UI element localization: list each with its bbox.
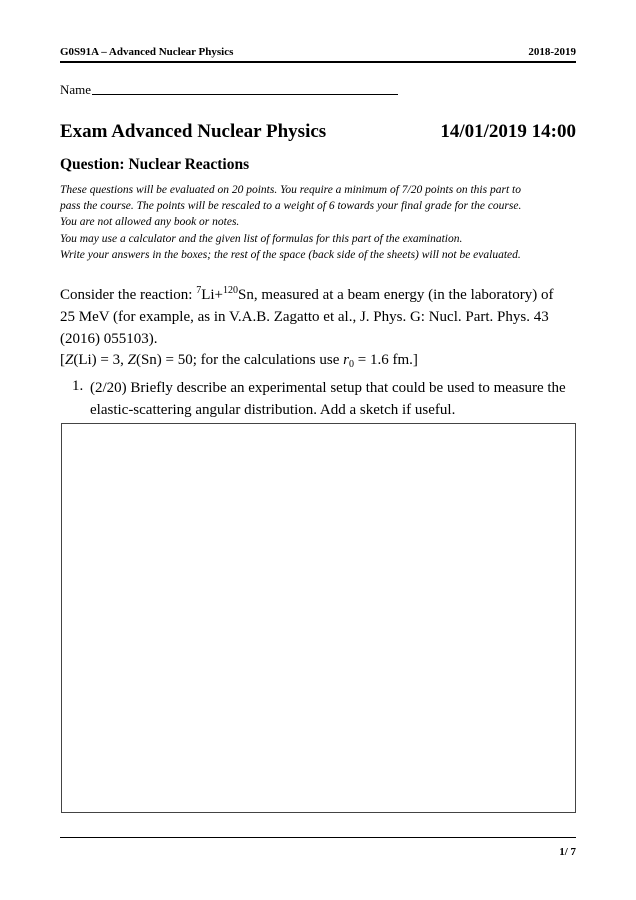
- z-sn-text: (Sn) = 50; for the calculations use: [135, 352, 344, 369]
- r-symbol: r: [343, 352, 349, 369]
- header-year: 2018-2019: [528, 46, 576, 58]
- question-1-line-1: (2/20) Briefly describe an experimental setup that could be used to measure the: [90, 380, 566, 396]
- question-1-number: 1.: [72, 378, 84, 394]
- intro-line-1: [60, 285, 580, 307]
- intro-line-2: 25 MeV (for example, as in V.A.B. Zagatto et al., J. Phys. G: Nucl. Part. Phys. 43: [60, 308, 549, 325]
- page-number: 1/ 7: [559, 846, 576, 858]
- question-title: Question: Nuclear Reactions: [60, 156, 250, 173]
- instruction-line: Write your answers in the boxes; the rest of the space (back side of the sheets) will not be evaluated.: [60, 248, 521, 261]
- bracket-open: [: [60, 352, 65, 369]
- li-mass-number: 7: [196, 285, 202, 296]
- instruction-line: pass the course. The points will be rescaled to a weight of 6 towards your final grade for the course.: [60, 200, 522, 213]
- intro-line-3: (2016) 055103).: [60, 330, 158, 347]
- r-value-text: = 1.6 fm.]: [353, 352, 418, 369]
- exam-datetime: 14/01/2019 14:00: [440, 121, 576, 142]
- header-rule: [60, 61, 576, 63]
- intro-line-4: [60, 350, 580, 372]
- instructions: [60, 182, 580, 263]
- z-symbol: Z: [65, 352, 74, 369]
- reaction-intro: [60, 285, 580, 372]
- question-1-line-2: elastic-scattering angular distribution. Add a sketch if useful.: [90, 401, 456, 418]
- name-field-line[interactable]: [92, 94, 398, 95]
- instruction-line: These questions will be evaluated on 20 points. You require a minimum of 7/20 points on this part to: [60, 184, 521, 196]
- question-1-text: [90, 378, 580, 422]
- li-symbol: Li+: [201, 287, 224, 303]
- sn-mass-number: 120: [223, 285, 239, 296]
- z-symbol: Z: [127, 352, 136, 369]
- exam-title: Exam Advanced Nuclear Physics: [60, 121, 327, 142]
- sn-symbol-text: Sn, measured at a beam energy (in the laboratory) of: [238, 287, 554, 303]
- instruction-line: You are not allowed any book or notes.: [60, 216, 240, 229]
- answer-box[interactable]: [61, 423, 576, 813]
- name-label: Name: [60, 82, 92, 97]
- header-course: G0S91A – Advanced Nuclear Physics: [60, 46, 234, 58]
- instruction-line: You may use a calculator and the given list of formulas for this part of the examination.: [60, 232, 463, 245]
- z-li-text: (Li) = 3,: [73, 352, 128, 369]
- footer-rule: [60, 837, 576, 838]
- r-subscript: 0: [348, 359, 354, 371]
- intro-prefix: Consider the reaction:: [60, 287, 197, 303]
